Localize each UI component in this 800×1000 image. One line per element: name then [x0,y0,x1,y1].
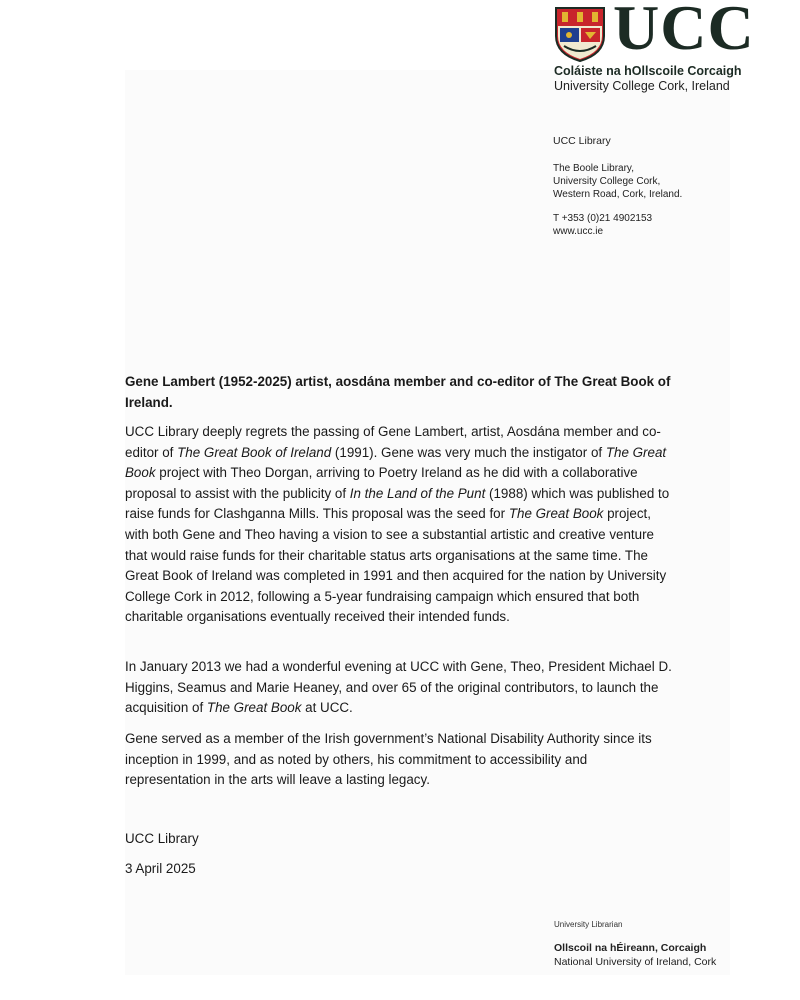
footer-university-irish: Ollscoil na hÉireann, Corcaigh [554,942,707,954]
postal-address [553,162,682,201]
letter-heading: Gene Lambert (1952-2025) artist, aosdána member and co-editor of The Great Book of Ireland. [125,374,671,410]
department-name: UCC Library [553,135,611,147]
letter-date: 3 April 2025 [125,861,196,876]
address-line: University College Cork, [553,176,661,187]
footer-university-english: National University of Ireland, Cork [554,956,717,968]
ucc-crest-icon [554,6,606,62]
signoff-organisation: UCC Library [125,831,199,846]
italic-title: The Great Book of Ireland [177,444,332,460]
body-paragraph: In January 2013 we had a wonderful evening at UCC with Gene, Theo, President Michael D. Higgins, Seamus and Marie Heaney, and over 65 of the original contributors, to launch the acquisition of The Great Book at UCC. [125,659,672,716]
ucc-wordmark: UCC [613,0,755,63]
website-link[interactable]: www.ucc.ie [553,226,604,237]
italic-title: In the Land of the Punt [349,485,486,501]
italic-title: The Great Book [206,700,302,716]
college-name-english: University College Cork, Ireland [554,79,730,93]
college-name-irish: Coláiste na hOllscoile Corcaigh [554,64,742,78]
footer-role: University Librarian [554,920,623,929]
address-line: Western Road, Cork, Ireland. [553,189,683,200]
phone-number: T +353 (0)21 4902153 [553,213,653,224]
contact-details [553,212,652,238]
body-paragraph: UCC Library deeply regrets the passing of Gene Lambert, artist, Aosdána member and co-editor of The Great Book of Ireland (1991). Gene was very much the instigator of The Great Book project with Theo Dorgan, arriving to Poetry Ireland as he did with a collaborative proposal to assist with the publicity of In the Land of the Punt (1988) which was published to raise funds for Clashganna Mills. This proposal was the seed for The Great Book project, with both Gene and Theo having a vision to see a substantial artistic and creative venture that would raise funds for their charitable status arts organisations at the same time. The Great Book of Ireland was completed in 1991 and then acquired for the nation by University College Cork in 2012, following a 5-year fundraising campaign which ensured that both charitable organisations eventually received their intended funds. [125,424,670,625]
address-line: The Boole Library, [553,163,634,174]
body-paragraph: Gene served as a member of the Irish government’s National Disability Authority since its inception in 1999, and as noted by others, his commitment to accessibility and representation in the arts will leave a lasting legacy. [125,731,652,788]
italic-title: The Great Book [508,506,604,522]
italic-title: The Great Book [125,444,667,481]
